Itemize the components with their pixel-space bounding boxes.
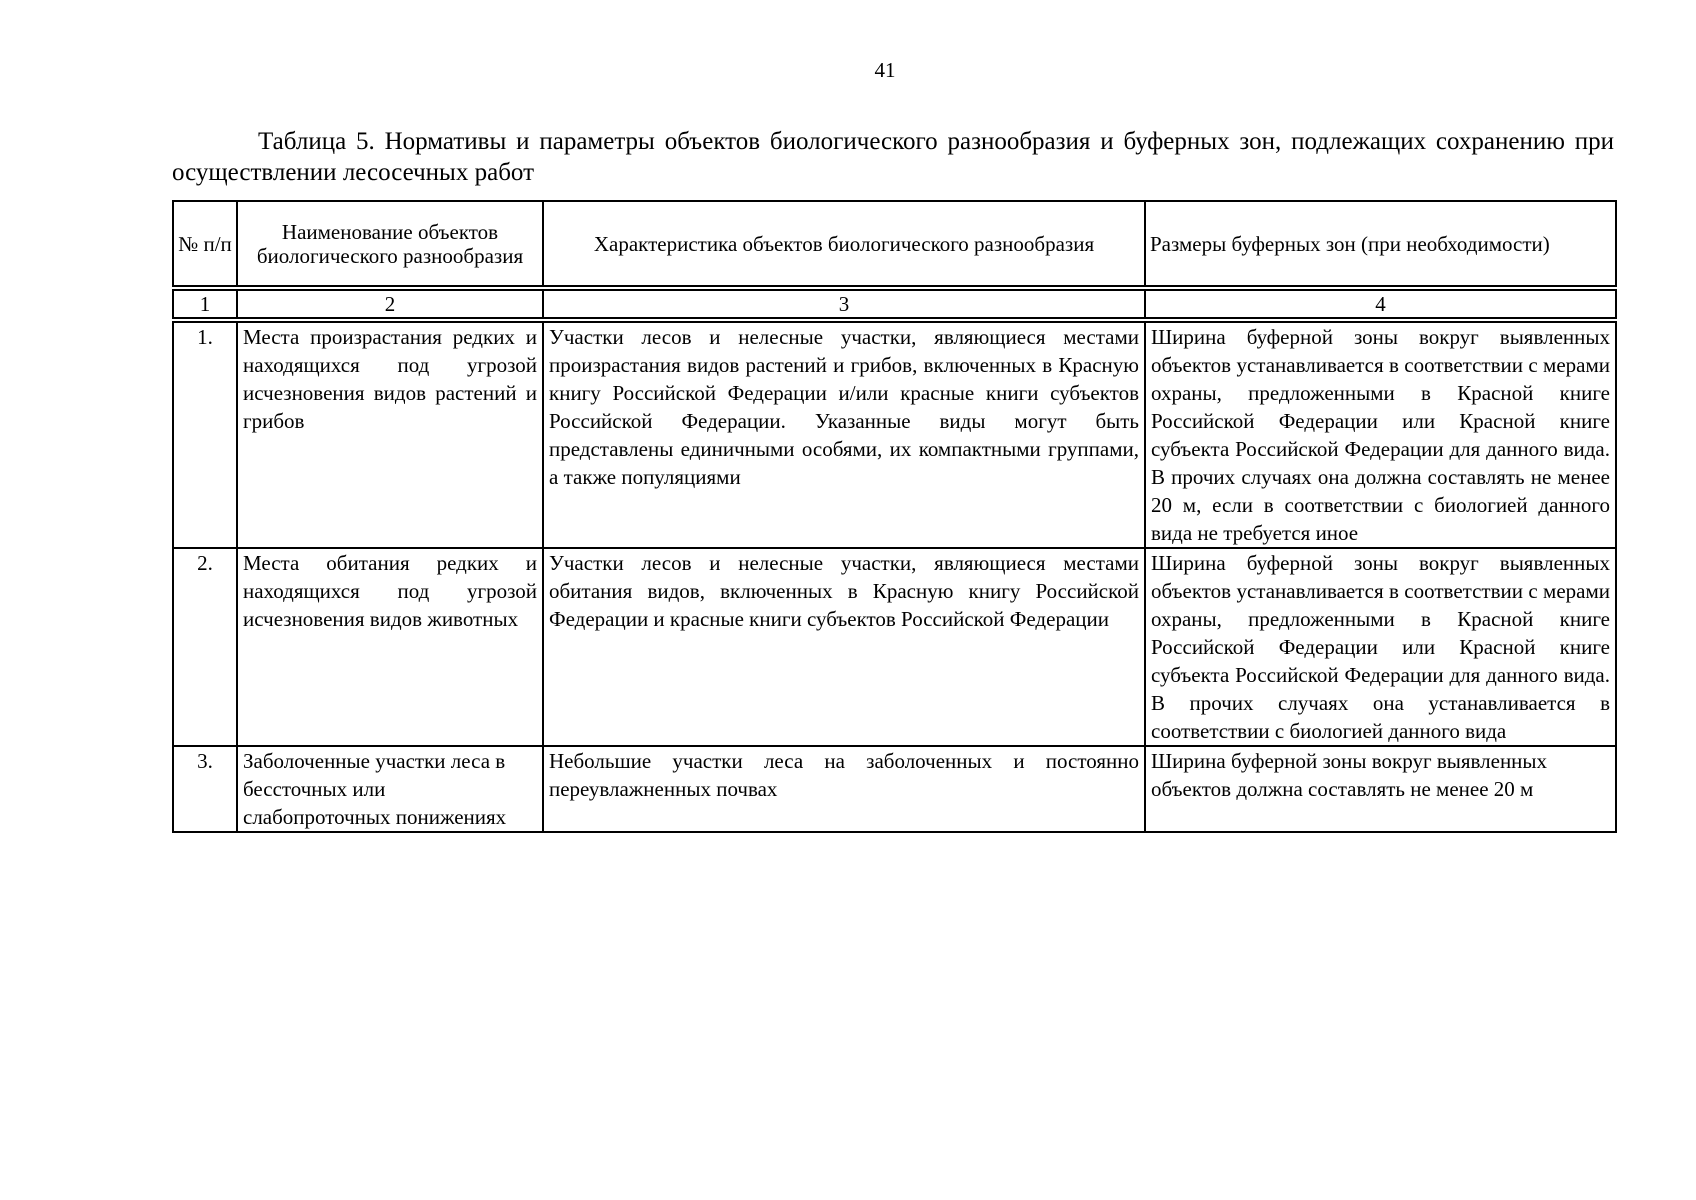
row-number: 1. <box>173 320 237 548</box>
column-number-row <box>173 288 1616 320</box>
column-number: 3 <box>543 288 1145 320</box>
column-number: 2 <box>237 288 543 320</box>
object-characteristic: Небольшие участки леса на заболоченных и постоянно переувлажненных почвах <box>543 746 1145 832</box>
header-name: Наименование объектов биологического разнообразия <box>237 201 543 288</box>
table-row <box>173 746 1616 832</box>
table-row <box>173 320 1616 548</box>
object-characteristic: Участки лесов и нелесные участки, являющиеся местами произрастания видов растений и грибов, включенных в Красную книгу Российской Федерации и/или красные книги субъектов Российской Федерации. Указанные виды могут быть представлены единичными особями, их компактными группами, а также популяциями <box>543 320 1145 548</box>
column-number: 1 <box>173 288 237 320</box>
table-caption: Таблица 5. Нормативы и параметры объектов биологического разнообразия и буферных зон, подлежащих сохранению при осуществлении лесосечных работ <box>172 128 1614 186</box>
header-number: № п/п <box>173 201 237 288</box>
table-header-row <box>173 201 1616 288</box>
biodiversity-table <box>172 200 1617 833</box>
object-name: Заболоченные участки леса в бессточных или слабопроточных понижениях <box>237 746 543 832</box>
header-buffer-size: Размеры буферных зон (при необходимости) <box>1145 201 1616 288</box>
page-number: 41 <box>874 58 896 82</box>
column-number: 4 <box>1145 288 1616 320</box>
row-number: 2. <box>173 548 237 746</box>
object-name: Места обитания редких и находящихся под угрозой исчезновения видов животных <box>237 548 543 746</box>
object-name: Места произрастания редких и находящихся под угрозой исчезновения видов растений и грибов <box>237 320 543 548</box>
header-characteristic: Характеристика объектов биологического разнообразия <box>543 201 1145 288</box>
buffer-zone-size: Ширина буферной зоны вокруг выявленных объектов устанавливается в соответствии с мерами охраны, предложенными в Красной книге Российской Федерации или Красной книге субъекта Российской Федерации для данного вида. В прочих случаях она должна составлять не менее 20 м, если в соответствии с биологией данного вида не требуется иное <box>1145 320 1616 548</box>
buffer-zone-size: Ширина буферной зоны вокруг выявленных объектов устанавливается в соответствии с мерами охраны, предложенными в Красной книге Российской Федерации или Красной книге субъекта Российской Федерации для данного вида. В прочих случаях она устанавливается в соответствии с биологией данного вида <box>1145 548 1616 746</box>
row-number: 3. <box>173 746 237 832</box>
buffer-zone-size: Ширина буферной зоны вокруг выявленных объектов должна составлять не менее 20 м <box>1145 746 1616 832</box>
table-row <box>173 548 1616 746</box>
object-characteristic: Участки лесов и нелесные участки, являющиеся местами обитания видов, включенных в Красную книгу Российской Федерации и красные книги субъектов Российской Федерации <box>543 548 1145 746</box>
